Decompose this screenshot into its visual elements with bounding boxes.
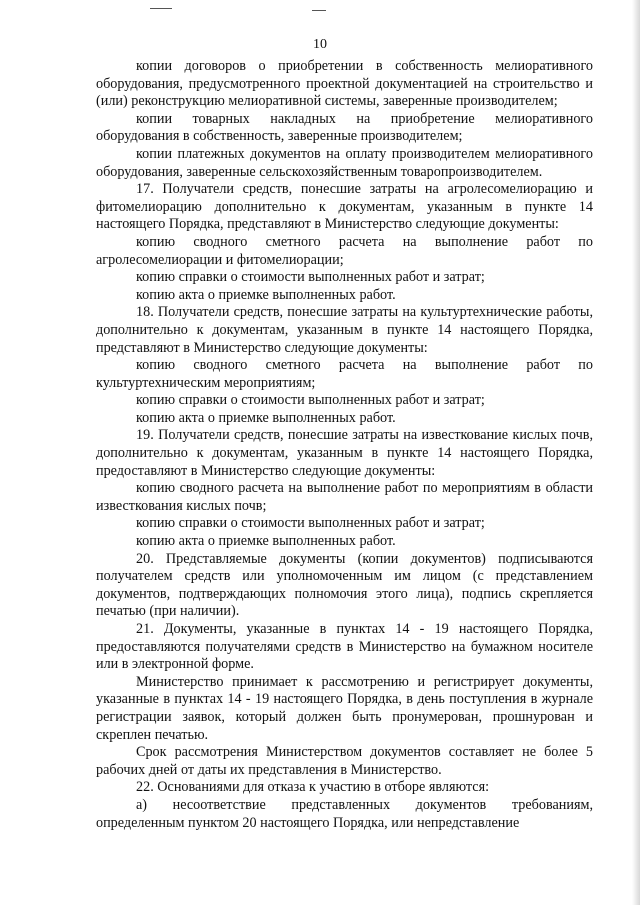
paragraph: а) несоответствие представленных документов требованиям, определенным пунктом 20 настоящего Порядка, или непредставление <box>96 796 593 831</box>
paragraph: 18. Получатели средств, понесшие затраты на культуртехнические работы, дополнительно к документам, указанным в пункте 14 настоящего Порядка, представляют в Министерство следующие документы: <box>96 304 593 356</box>
paragraph: копию акта о приемке выполненных работ. <box>136 286 396 303</box>
paragraph: копию сводного расчета на выполнение работ по мероприятиям в области известкования кислых почв; <box>96 480 593 514</box>
paragraph: копии платежных документов на оплату производителем мелиоративного оборудования, заверенные сельскохозяйственным товаропроизводителем. <box>96 145 593 180</box>
paragraph: копию акта о приемке выполненных работ. <box>136 533 396 550</box>
scan-left-edge <box>0 0 14 905</box>
paragraph: копию сводного сметного расчета на выполнение работ по культуртехническим мероприятиям; <box>96 357 593 391</box>
paragraph: копию акта о приемке выполненных работ. <box>136 409 396 426</box>
paragraph: 17. Получатели средств, понесшие затраты на агролесомелиорацию и фитомелиорацию дополнительно к документам, указанным в пункте 14 настоящего Порядка, представляют в Министерство следующие документы: <box>96 181 593 233</box>
paragraph: Срок рассмотрения Министерством документов составляет не более 5 рабочих дней от даты их представления в Министерство. <box>96 744 593 778</box>
paragraph: копию справки о стоимости выполненных работ и затрат; <box>136 392 485 409</box>
scan-artifact <box>312 10 326 11</box>
paragraph: 22. Основаниями для отказа к участию в отборе являются: <box>136 779 490 796</box>
scan-right-edge <box>632 0 640 905</box>
paragraph: 21. Документы, указанные в пунктах 14 - 19 настоящего Порядка, предоставляются получателями средств в Министерство на бумажном носителе или в электронной форме. <box>96 621 593 673</box>
paragraph: 20. Представляемые документы (копии документов) подписываются получателем средств или уполномоченным им лицом (с представлением документов, подтверждающих полномочия этого лица), подпись скрепляется печатью (при наличии). <box>96 550 593 620</box>
document-body <box>96 58 593 832</box>
paragraph: Министерство принимает к рассмотрению и регистрирует документы, указанные в пунктах 14 - 19 настоящего Порядка, в день поступления в журнале регистрации заявок, который должен быть пронумерован, прошнурован и скреплен печатью. <box>96 673 593 743</box>
paragraph: копию сводного сметного расчета на выполнение работ по агролесомелиорации и фитомелиорации; <box>96 233 593 268</box>
paragraph: копию справки о стоимости выполненных работ и затрат; <box>136 269 485 286</box>
paragraph: копии договоров о приобретении в собственность мелиоративного оборудования, предусмотренного проектной документацией на строительство и (или) реконструкцию мелиоративной системы, заверенные производителем; <box>96 58 593 110</box>
paragraph: 19. Получатели средств, понесшие затраты на известкование кислых почв, дополнительно к документам, указанным в пункте 14 настоящего Порядка, предоставляют в Министерство следующие документы: <box>96 427 593 479</box>
scan-artifact <box>150 8 172 9</box>
paragraph: копии товарных накладных на приобретение мелиоративного оборудования в собственность, заверенные производителем; <box>96 110 593 145</box>
paragraph: копию справки о стоимости выполненных работ и затрат; <box>136 515 485 532</box>
page-number: 10 <box>313 37 327 52</box>
